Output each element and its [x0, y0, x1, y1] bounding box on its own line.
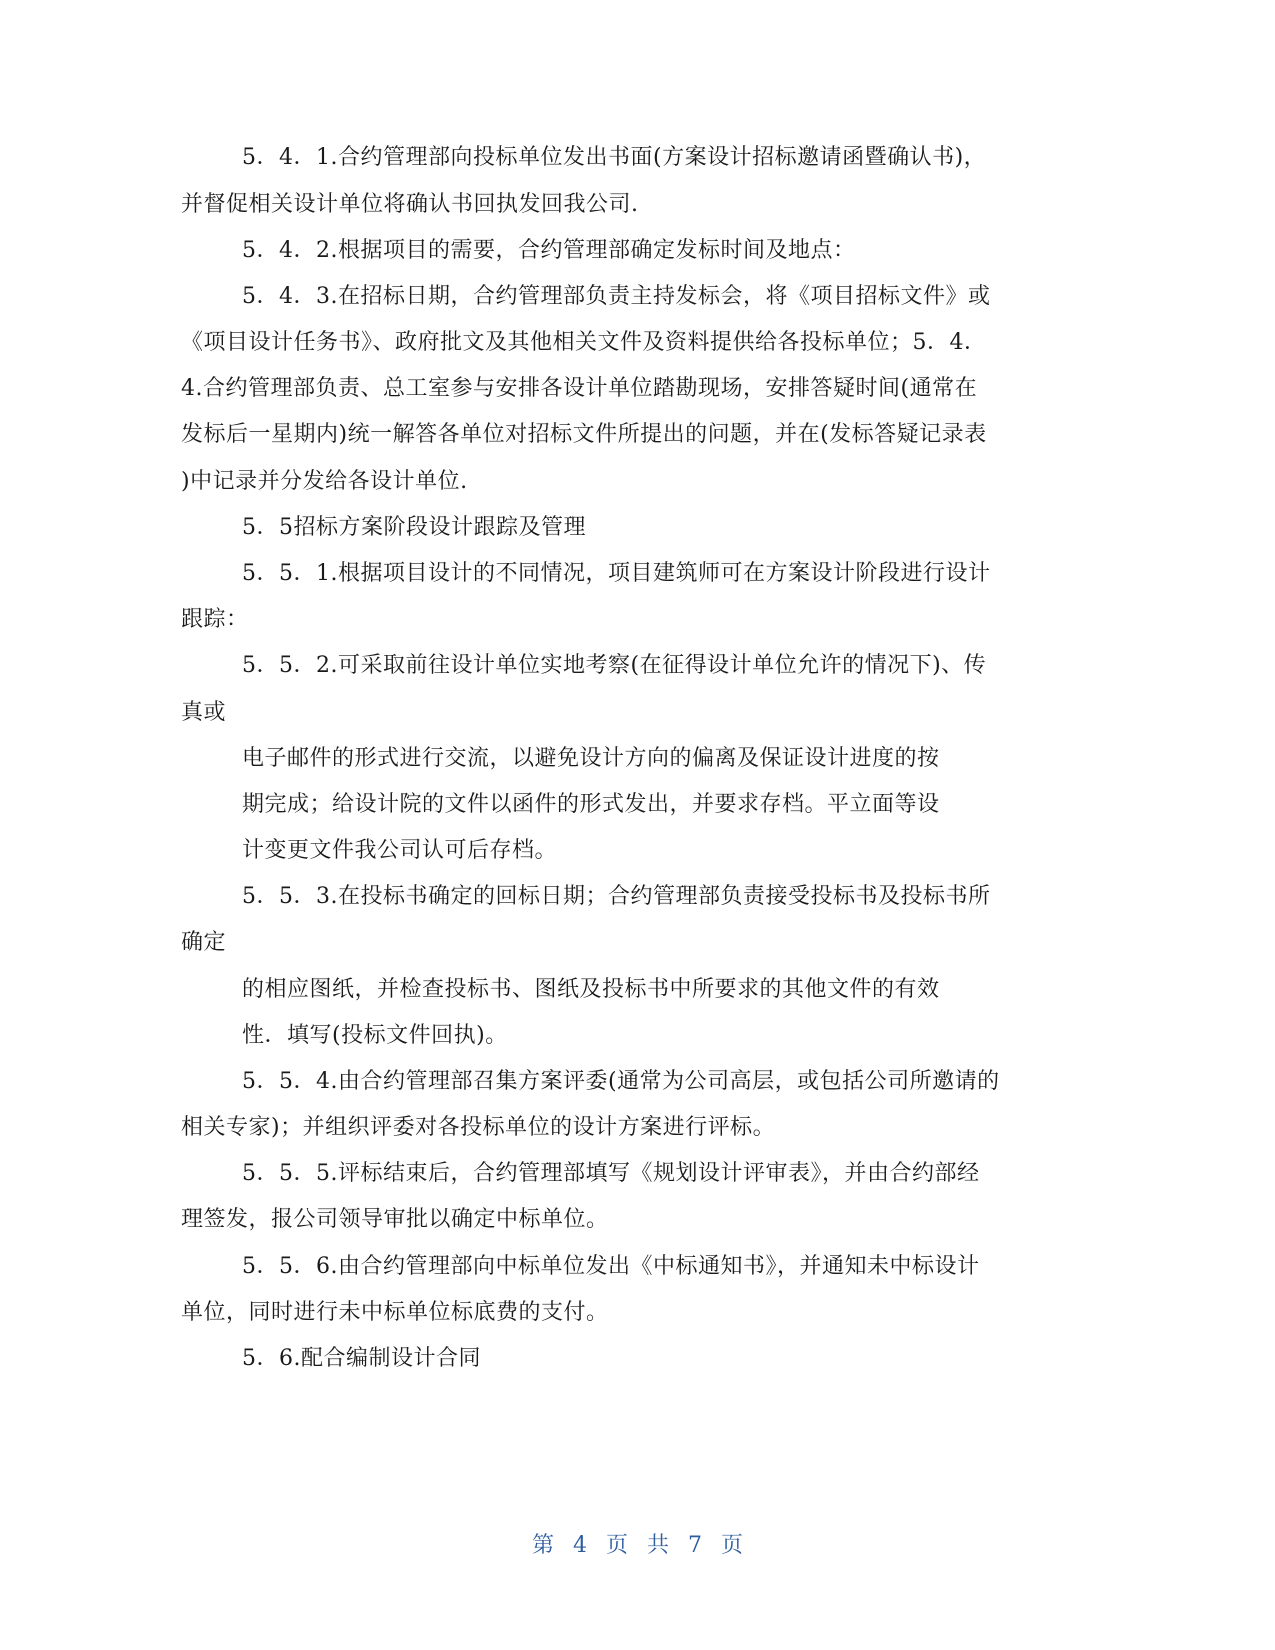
section-heading: 5．5招标方案阶段设计跟踪及管理 [242, 515, 586, 540]
text-line: 计变更文件我公司认可后存档。 [242, 838, 558, 863]
text-line: 真或 [181, 700, 227, 725]
text-line: 跟踪： [181, 607, 249, 632]
text-line: 理签发，报公司领导审批以确定中标单位。 [181, 1207, 609, 1232]
text-line: 《项目设计任务书》、政府批文及其他相关文件及资料提供给各投标单位；5．4． [181, 330, 987, 355]
text-line: 相关专家)；并组织评委对各投标单位的设计方案进行评标。 [181, 1115, 776, 1140]
page-number-footer: 第 4 页 共 7 页 [532, 1533, 743, 1558]
text-line: 的相应图纸，并检查投标书、图纸及投标书中所要求的其他文件的有效 [242, 977, 940, 1002]
text-line: 5．5．1.根据项目设计的不同情况，项目建筑师可在方案设计阶段进行设计 [242, 561, 991, 586]
text-line: 5．4．3.在招标日期，合约管理部负责主持发标会，将《项目招标文件》或 [242, 284, 991, 309]
text-line: 5．5．4.由合约管理部召集方案评委(通常为公司高层，或包括公司所邀请的 [242, 1069, 1000, 1094]
text-line: 期完成；给设计院的文件以函件的形式发出，并要求存档。平立面等设 [242, 792, 940, 817]
text-line: 5．4．2.根据项目的需要，合约管理部确定发标时间及地点： [242, 238, 856, 263]
text-line: 并督促相关设计单位将确认书回执发回我公司. [181, 192, 639, 217]
text-line: 电子邮件的形式进行交流，以避免设计方向的偏离及保证设计进度的按 [242, 746, 940, 771]
text-line: 5．5．3.在投标书确定的回标日期；合约管理部负责接受投标书及投标书所 [242, 884, 991, 909]
text-line: 5．5．2.可采取前往设计单位实地考察(在征得设计单位允许的情况下)、传 [242, 653, 987, 678]
text-line: 5．4．1.合约管理部向投标单位发出书面(方案设计招标邀请函暨确认书)， [242, 145, 987, 170]
text-line: 单位，同时进行未中标单位标底费的支付。 [181, 1300, 609, 1325]
text-line: 确定 [181, 930, 227, 955]
text-line: 性．填写(投标文件回执)。 [242, 1023, 508, 1048]
text-line: 4.合约管理部负责、总工室参与安排各设计单位踏勘现场，安排答疑时间(通常在 [181, 376, 978, 401]
text-line: )中记录并分发给各设计单位. [181, 469, 468, 494]
text-line: 发标后一星期内)统一解答各单位对招标文件所提出的问题，并在(发标答疑记录表 [181, 422, 987, 447]
text-line: 5．5．6.由合约管理部向中标单位发出《中标通知书》，并通知未中标设计 [242, 1254, 980, 1279]
text-line: 5．5．5.评标结束后，合约管理部填写《规划设计评审表》，并由合约部经 [242, 1161, 980, 1186]
section-heading: 5．6.配合编制设计合同 [242, 1346, 481, 1371]
